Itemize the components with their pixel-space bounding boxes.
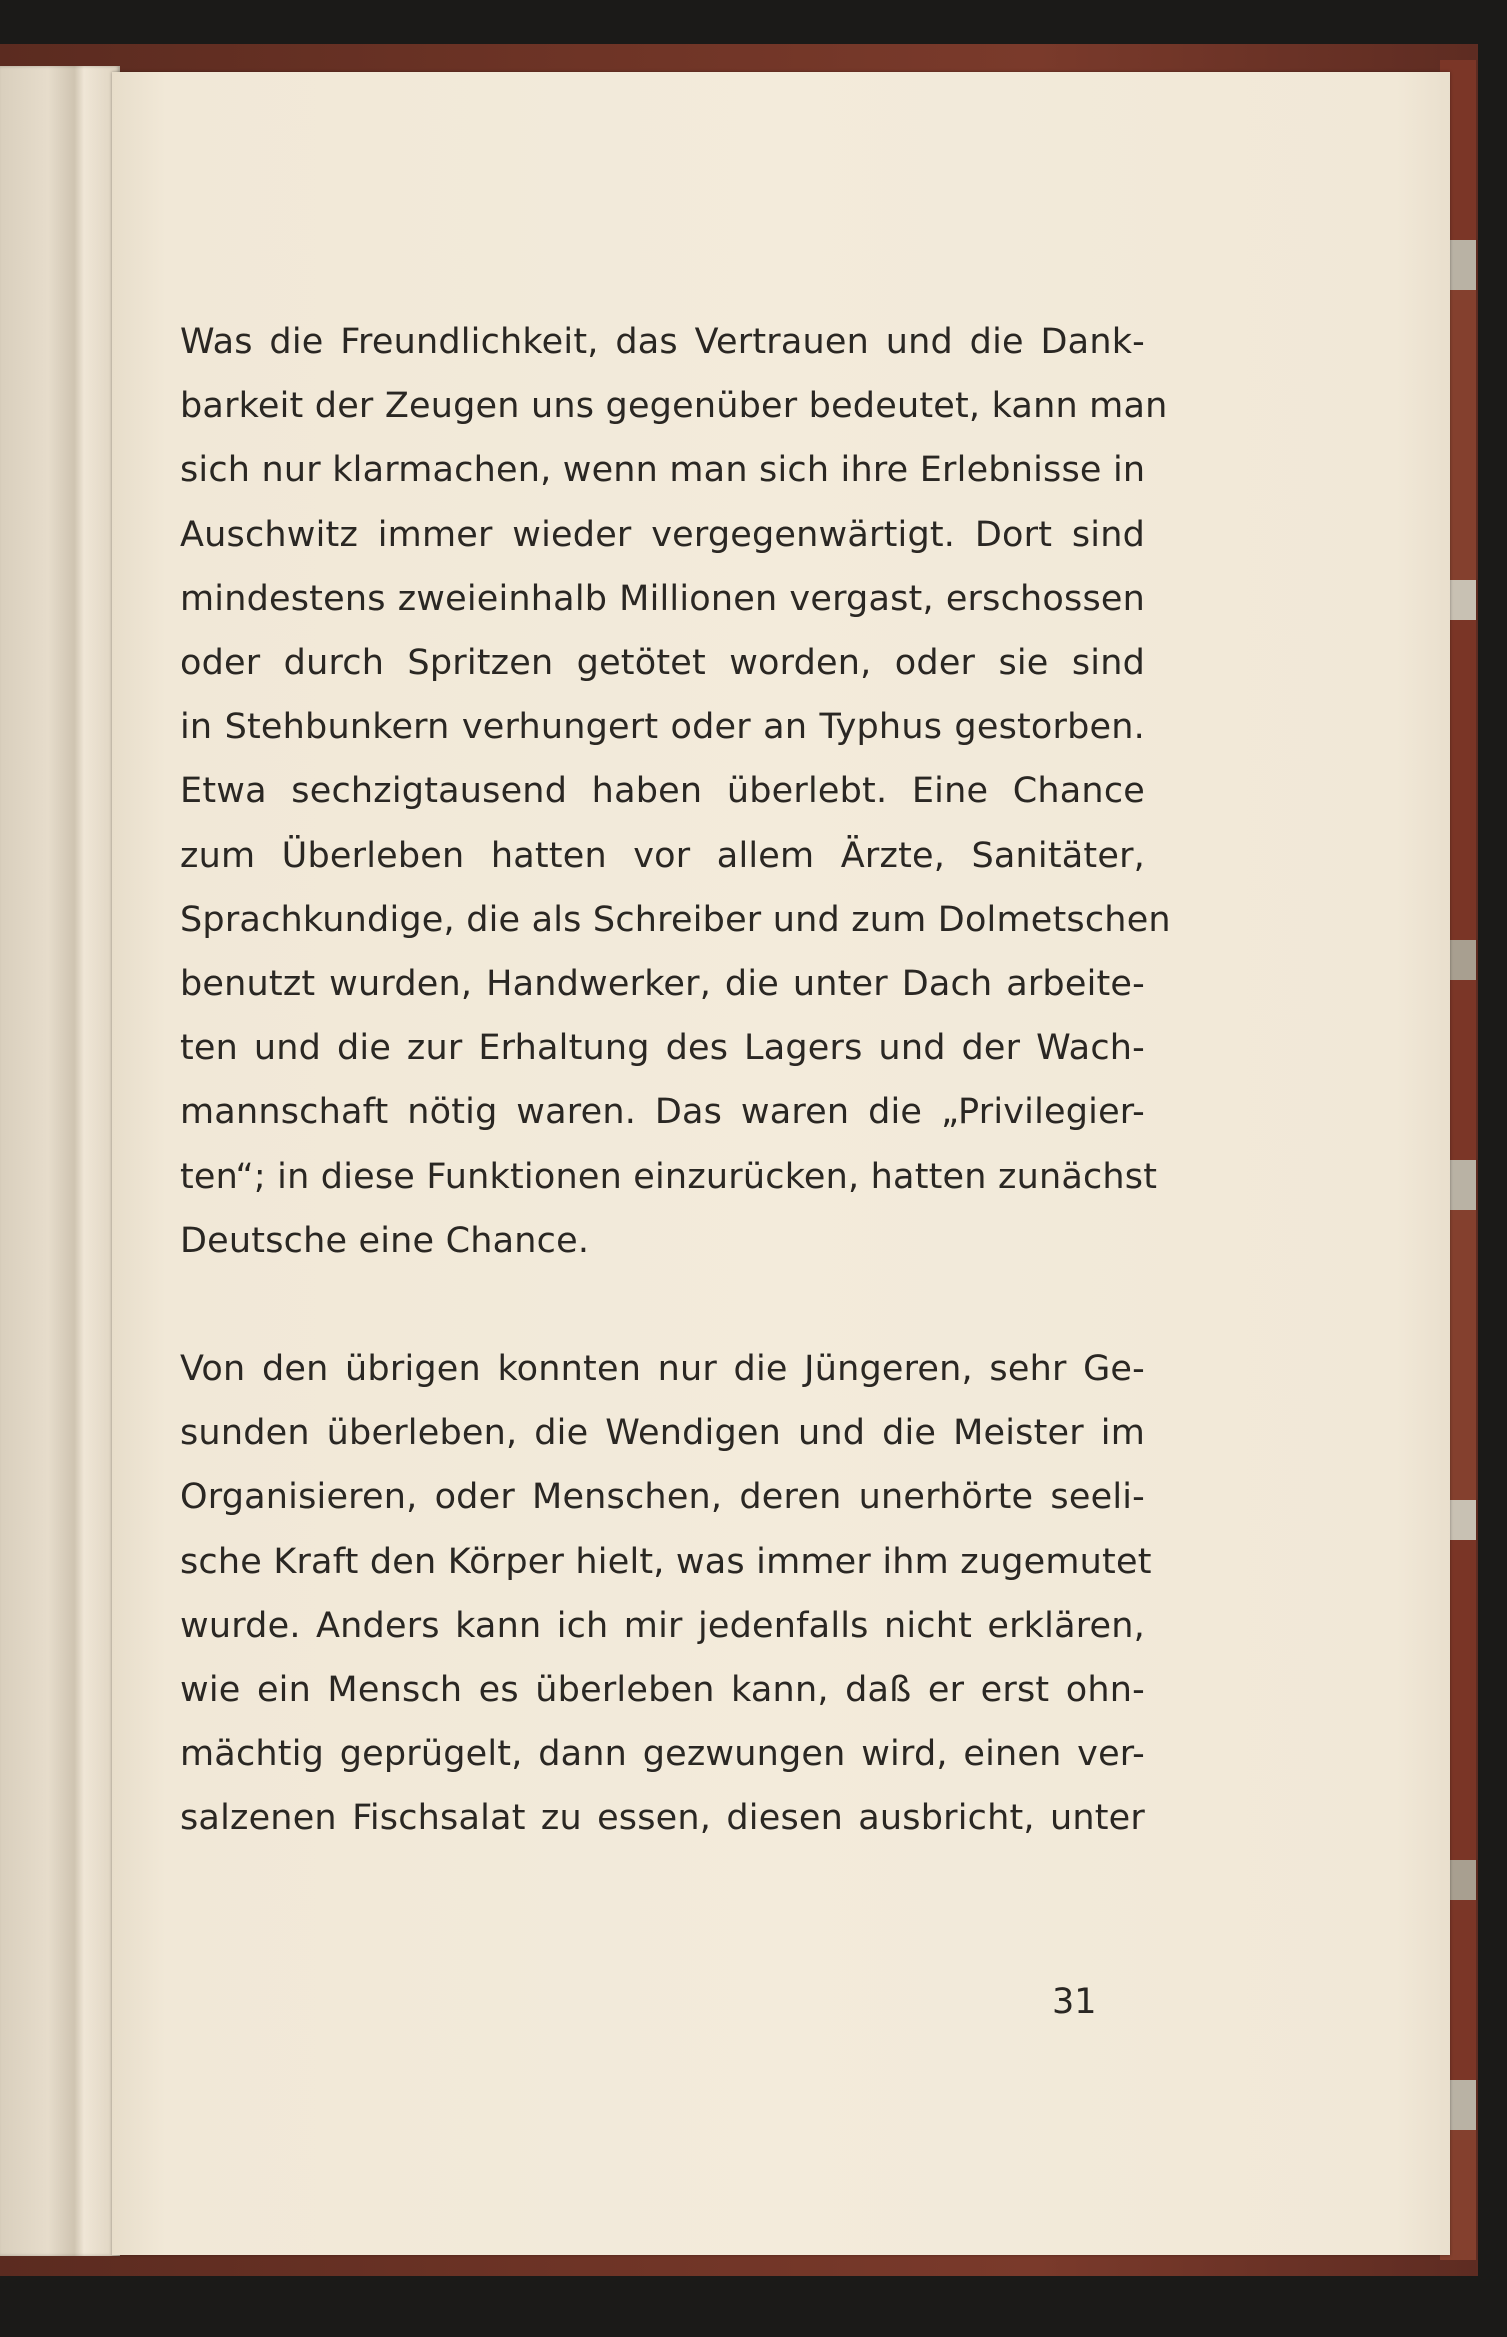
paragraph-2 <box>180 1337 1152 1851</box>
text-line: ten und die zur Erhaltung des Lagers und der Wach- <box>180 1028 1145 1069</box>
text-line: mannschaft nötig waren. Das waren die „Privilegier- <box>180 1092 1145 1133</box>
text-line: mächtig geprügelt, dann gezwungen wird, einen ver- <box>180 1734 1145 1775</box>
text-line: wie ein Mensch es überleben kann, daß er erst ohn- <box>180 1670 1145 1711</box>
text-line: zum Überleben hatten vor allem Ärzte, Sanitäter, <box>180 835 1145 876</box>
text-line: salzenen Fischsalat zu essen, diesen ausbricht, unter <box>180 1798 1145 1839</box>
text-line: Sprachkundige, die als Schreiber und zum Dolmetschen <box>180 899 1171 940</box>
text-line: in Stehbunkern verhungert oder an Typhus gestorben. <box>180 707 1145 748</box>
text-line: ten“; in diese Funktionen einzurücken, hatten zunächst <box>180 1156 1158 1197</box>
text-line: Deutsche eine Chance. <box>180 1220 590 1261</box>
text-line: mindestens zweieinhalb Millionen vergast, erschossen <box>180 578 1145 619</box>
text-line: sche Kraft den Körper hielt, was immer ihm zugemutet <box>180 1541 1152 1582</box>
text-line: wurde. Anders kann ich mir jedenfalls nicht erklären, <box>180 1605 1145 1646</box>
left-page-stack <box>0 66 120 2256</box>
page-number: 31 <box>1052 1982 1097 2022</box>
page-text <box>180 310 1171 1851</box>
text-line: oder durch Spritzen getötet worden, oder sie sind <box>180 643 1145 684</box>
paragraph-1 <box>180 310 1171 1273</box>
text-line: Organisieren, oder Menschen, deren unerhörte seeli- <box>180 1477 1145 1518</box>
text-line: sunden überleben, die Wendigen und die Meister im <box>180 1413 1145 1454</box>
text-line: Von den übrigen konnten nur die Jüngeren, sehr Ge- <box>180 1349 1145 1390</box>
text-line: benutzt wurden, Handwerker, die unter Dach arbeite- <box>180 964 1145 1005</box>
text-line: barkeit der Zeugen uns gegenüber bedeutet, kann man <box>180 386 1168 427</box>
text-line: sich nur klarmachen, wenn man sich ihre Erlebnisse in <box>180 450 1146 491</box>
text-line: Etwa sechzigtausend haben überlebt. Eine Chance <box>180 771 1145 812</box>
text-line: Was die Freundlichkeit, das Vertrauen und die Dank- <box>180 322 1145 362</box>
text-line: Auschwitz immer wieder vergegenwärtigt. Dort sind <box>180 514 1145 555</box>
